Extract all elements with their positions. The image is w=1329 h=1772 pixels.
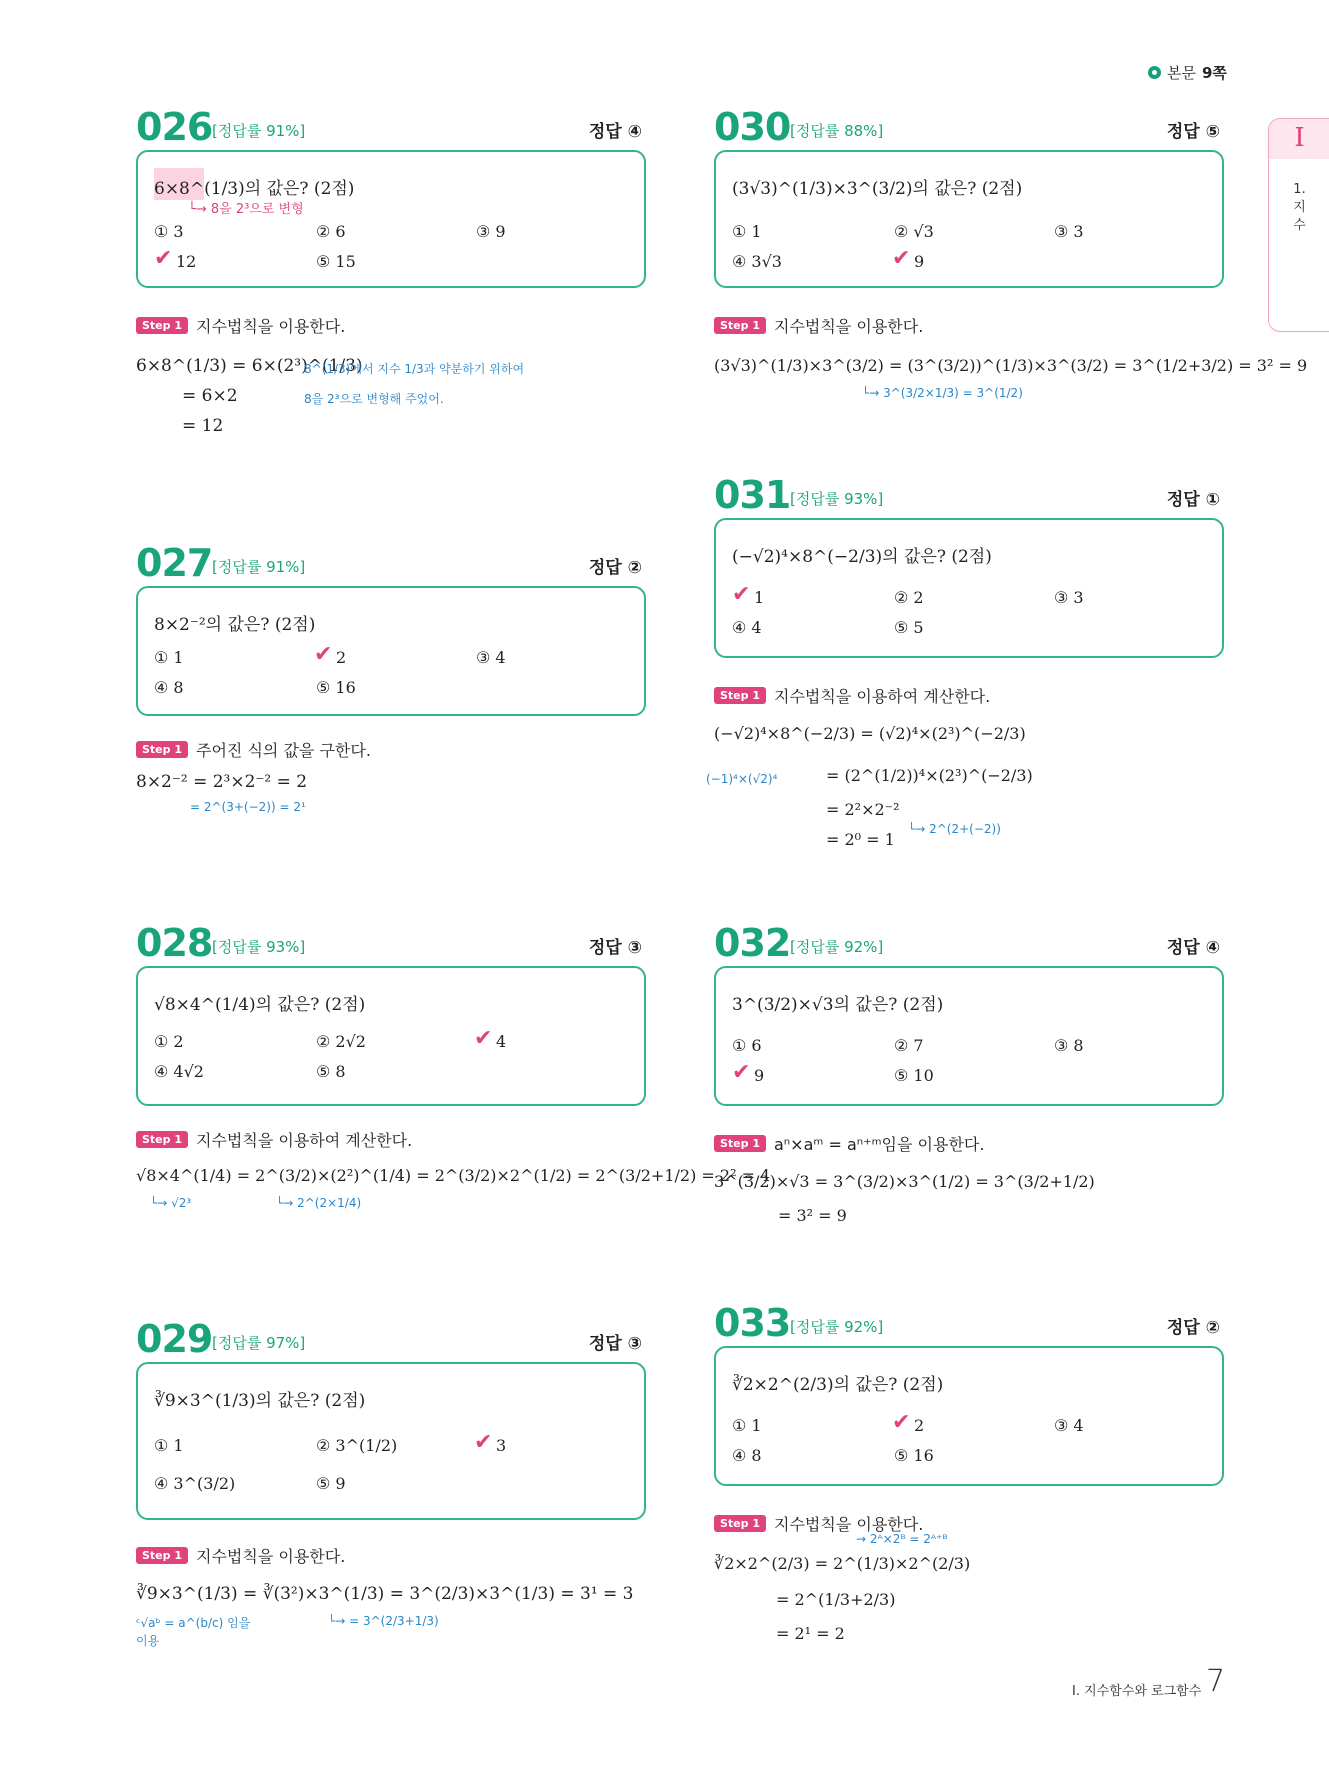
solution-step	[136, 1128, 412, 1151]
solution-line-1: ∛2×2^(2/3) = 2^(1/3)×2^(2/3)	[714, 1554, 971, 1573]
question-box	[714, 150, 1224, 288]
step-text: 지수법칙을 이용한다.	[774, 317, 924, 336]
solution-line-1: 8×2⁻² = 2³×2⁻² = 2	[136, 772, 308, 792]
problem-header	[136, 102, 646, 150]
accuracy-rate: [정답률 92%]	[790, 938, 884, 956]
choice-3[interactable]: ③ 4	[476, 648, 506, 667]
problem-header	[714, 470, 1224, 518]
question-text: 8×2⁻²의 값은? (2점)	[154, 615, 316, 635]
accuracy-rate: [정답률 92%]	[790, 1318, 884, 1336]
accuracy-rate: [정답률 88%]	[790, 122, 884, 140]
choice-5[interactable]: ⑤ 16	[894, 1446, 934, 1465]
question-hint: └→ 8을 2³으로 변형	[188, 202, 304, 217]
problem-number: 027	[136, 541, 213, 585]
choice-4[interactable]: ④ 4√2	[154, 1062, 204, 1081]
problem-033	[714, 1298, 1224, 1643]
choice-4[interactable]: ④ 8	[154, 678, 184, 697]
step-badge: Step 1	[714, 1515, 766, 1532]
step-text: 지수법칙을 이용하여 계산한다.	[196, 1131, 413, 1150]
problem-number: 030	[714, 105, 791, 149]
choice-1[interactable]: ① 6	[732, 1036, 762, 1055]
choice-5[interactable]: ⑤ 5	[894, 618, 924, 637]
solution-note-1: └→ √2³	[150, 1196, 192, 1210]
problem-header	[714, 1298, 1224, 1346]
step-badge: Step 1	[714, 317, 766, 334]
choice-5[interactable]: ⑤ 16	[316, 678, 356, 697]
checkmark-icon: ✔	[732, 582, 751, 607]
choice-4[interactable]: 9	[754, 1066, 765, 1085]
solution-step	[714, 1132, 984, 1155]
question-box	[714, 966, 1224, 1106]
solution-note-1: ᶜ√aᵇ = a^(b/c) 임을	[136, 1616, 251, 1630]
problem-header	[714, 918, 1224, 966]
choice-5[interactable]: ⑤ 9	[316, 1474, 346, 1493]
reference-page: 9쪽	[1201, 64, 1227, 82]
question-text: ∛2×2^(2/3)의 값은? (2점)	[732, 1375, 944, 1395]
answer-label: 정답 ④	[588, 122, 642, 142]
chapter-tab[interactable]	[1268, 118, 1329, 332]
solution-step	[714, 314, 923, 337]
choice-1[interactable]: ① 1	[154, 648, 184, 667]
step-badge: Step 1	[714, 687, 766, 704]
choice-1[interactable]: ① 2	[154, 1032, 184, 1051]
choice-1[interactable]: ① 1	[732, 1416, 762, 1435]
solution-line-4: = 2⁰ = 1	[826, 830, 895, 849]
problem-number: 032	[714, 921, 791, 965]
choice-5[interactable]: ⑤ 8	[316, 1062, 346, 1081]
question-text: 6×8^(1/3)의 값은? (2점)	[154, 179, 355, 199]
checkmark-icon: ✔	[474, 1026, 493, 1051]
solution-note-3: └→ = 3^(2/3+1/3)	[328, 1614, 439, 1628]
solution-step	[136, 738, 371, 761]
answer-label: 정답 ①	[1166, 490, 1220, 510]
problem-026	[136, 102, 646, 436]
question-box	[714, 1346, 1224, 1486]
checkmark-icon: ✔	[314, 642, 333, 667]
solution-line-2: = 2^(1/3+2/3)	[776, 1590, 896, 1609]
choice-2[interactable]: ② √3	[894, 222, 934, 241]
choice-4[interactable]: ④ 4	[732, 618, 762, 637]
choice-2[interactable]: ② 3^(1/2)	[316, 1436, 398, 1455]
solution-note-1: (−1)⁴×(√2)⁴	[706, 772, 778, 786]
accuracy-rate: [정답률 93%]	[790, 490, 884, 508]
question-box	[136, 586, 646, 716]
question-text: √8×4^(1/4)의 값은? (2점)	[154, 995, 366, 1015]
choice-4[interactable]: ④ 3√3	[732, 252, 782, 271]
accuracy-rate: [정답률 97%]	[212, 1334, 306, 1352]
checkmark-icon: ✔	[892, 246, 911, 271]
choice-5[interactable]: 9	[914, 252, 925, 271]
solution-note-2: └→ 2^(2×1/4)	[276, 1196, 362, 1210]
problem-032	[714, 918, 1224, 1225]
question-box	[714, 518, 1224, 658]
choice-1[interactable]: ① 1	[732, 222, 762, 241]
choice-4[interactable]: ④ 8	[732, 1446, 762, 1465]
accuracy-rate: [정답률 91%]	[212, 558, 306, 576]
step-badge: Step 1	[714, 1135, 766, 1152]
choice-1[interactable]: ① 3	[154, 222, 184, 241]
solution-line-3: = 12	[182, 416, 224, 436]
choice-5[interactable]: ⑤ 15	[316, 252, 356, 271]
solution-note-2: └→ 2^(2+(−2))	[908, 822, 1001, 836]
problem-number: 033	[714, 1301, 791, 1345]
solution-note-1: └→ 3^(3/2×1/3) = 3^(1/2)	[862, 386, 1023, 400]
question-text: ∛9×3^(1/3)의 값은? (2점)	[154, 1391, 366, 1411]
step-text: 지수법칙을 이용한다.	[196, 1547, 346, 1566]
step-text: 지수법칙을 이용한다.	[196, 317, 346, 336]
answer-label: 정답 ②	[1166, 1318, 1220, 1338]
step-badge: Step 1	[136, 1547, 188, 1564]
choice-3[interactable]: 4	[496, 1032, 507, 1051]
accuracy-rate: [정답률 91%]	[212, 122, 306, 140]
reference-link[interactable]	[1148, 62, 1227, 83]
solution-line-2: = (2^(1/2))⁴×(2³)^(−2/3)	[826, 766, 1033, 785]
answer-label: 정답 ③	[588, 1334, 642, 1354]
checkmark-icon: ✔	[892, 1410, 911, 1435]
step-text: 지수법칙을 이용한다.	[774, 1515, 924, 1534]
solution-note-1: → 2ᴬ×2ᴮ = 2ᴬ⁺ᴮ	[856, 1532, 948, 1546]
problem-number: 026	[136, 105, 213, 149]
question-box	[136, 1362, 646, 1520]
problem-header	[714, 102, 1224, 150]
chapter-title: 1. 지 수	[1293, 182, 1306, 233]
solution-line-1: √8×4^(1/4) = 2^(3/2)×(2²)^(1/4) = 2^(3/2)×2^(1/2) = 2^(3/2+1/2) = 2² = 4	[136, 1166, 771, 1185]
step-badge: Step 1	[136, 317, 188, 334]
solution-note-2: 8을 2³으로 변형해 주었어.	[304, 392, 444, 406]
question-text: 3^(3/2)×√3의 값은? (2점)	[732, 995, 944, 1015]
problem-header	[136, 538, 646, 586]
choice-1[interactable]: 1	[754, 588, 765, 607]
reference-prefix: 본문	[1167, 64, 1196, 82]
solution-line-2: = 3² = 9	[778, 1206, 847, 1225]
choice-4[interactable]: 12	[176, 252, 197, 271]
step-text: 주어진 식의 값을 구한다.	[196, 741, 371, 760]
solution-line-1: ∛9×3^(1/3) = ∛(3²)×3^(1/3) = 3^(2/3)×3^(1/3) = 3¹ = 3	[136, 1584, 634, 1604]
question-text: (3√3)^(1/3)×3^(3/2)의 값은? (2점)	[732, 179, 1023, 199]
choice-3[interactable]: ③ 4	[1054, 1416, 1084, 1435]
choice-3[interactable]: ③ 9	[476, 222, 506, 241]
choice-2[interactable]: 2	[914, 1416, 925, 1435]
choice-3[interactable]: ③ 3	[1054, 222, 1084, 241]
problem-029	[136, 1314, 646, 1648]
circle-arrow-icon	[1148, 66, 1161, 79]
choice-2[interactable]: 2	[336, 648, 347, 667]
problem-030	[714, 102, 1308, 400]
problem-031	[706, 470, 1224, 849]
accuracy-rate: [정답률 93%]	[212, 938, 306, 956]
solution-note-1: = 2^(3+(−2)) = 2¹	[190, 800, 306, 814]
problem-header	[136, 918, 646, 966]
solution-line-1: 3^(3/2)×√3 = 3^(3/2)×3^(1/2) = 3^(3/2+1/2)	[714, 1172, 1095, 1191]
solution-note-2: 이용	[136, 1634, 160, 1648]
question-text: (−√2)⁴×8^(−2/3)의 값은? (2점)	[732, 547, 992, 567]
choice-2[interactable]: ② 2√2	[316, 1032, 366, 1051]
problem-number: 028	[136, 921, 213, 965]
chapter-roman-numeral: Ⅰ	[1294, 123, 1305, 153]
choice-3[interactable]: 3	[496, 1436, 507, 1455]
step-text: aⁿ×aᵐ = aⁿ⁺ᵐ임을 이용한다.	[774, 1135, 985, 1154]
solution-line-1: (−√2)⁴×8^(−2/3) = (√2)⁴×(2³)^(−2/3)	[714, 724, 1026, 743]
solution-line-3: = 2²×2⁻²	[826, 800, 900, 819]
page-number: 7	[1206, 1664, 1226, 1699]
choice-2[interactable]: ② 2	[894, 588, 924, 607]
question-box	[136, 150, 646, 288]
footer-section-title: Ⅰ. 지수함수와 로그함수	[1072, 1684, 1202, 1699]
solution-step	[714, 684, 990, 707]
step-text: 지수법칙을 이용하여 계산한다.	[774, 687, 991, 706]
checkmark-icon: ✔	[474, 1430, 493, 1455]
answer-label: 정답 ⑤	[1166, 122, 1220, 142]
solution-line-1: 6×8^(1/3) = 6×(2³)^(1/3)	[136, 356, 363, 376]
choice-5[interactable]: ⑤ 10	[894, 1066, 934, 1085]
choice-2[interactable]: ② 7	[894, 1036, 924, 1055]
choice-3[interactable]: ③ 8	[1054, 1036, 1084, 1055]
solution-line-2: = 6×2	[182, 386, 238, 406]
choice-1[interactable]: ① 1	[154, 1436, 184, 1455]
solution-step	[136, 314, 345, 337]
answer-label: 정답 ③	[588, 938, 642, 958]
choice-3[interactable]: ③ 3	[1054, 588, 1084, 607]
problem-header	[136, 1314, 646, 1362]
problem-number: 031	[714, 473, 791, 517]
solution-line-1: (3√3)^(1/3)×3^(3/2) = (3^(3/2))^(1/3)×3^(3/2) = 3^(1/2+3/2) = 3² = 9	[714, 356, 1308, 375]
choice-4[interactable]: ④ 3^(3/2)	[154, 1474, 236, 1493]
problem-number: 029	[136, 1317, 213, 1361]
answer-label: 정답 ④	[1166, 938, 1220, 958]
step-badge: Step 1	[136, 1131, 188, 1148]
solution-line-3: = 2¹ = 2	[776, 1624, 845, 1643]
solution-note-1: 8^(1/3)에서 지수 1/3과 약분하기 위하여	[304, 362, 525, 376]
choice-2[interactable]: ② 6	[316, 222, 346, 241]
answer-label: 정답 ②	[588, 558, 642, 578]
solution-step	[136, 1544, 345, 1567]
step-badge: Step 1	[136, 741, 188, 758]
question-box	[136, 966, 646, 1106]
checkmark-icon: ✔	[154, 246, 173, 271]
checkmark-icon: ✔	[732, 1060, 751, 1085]
problem-027	[136, 538, 646, 814]
